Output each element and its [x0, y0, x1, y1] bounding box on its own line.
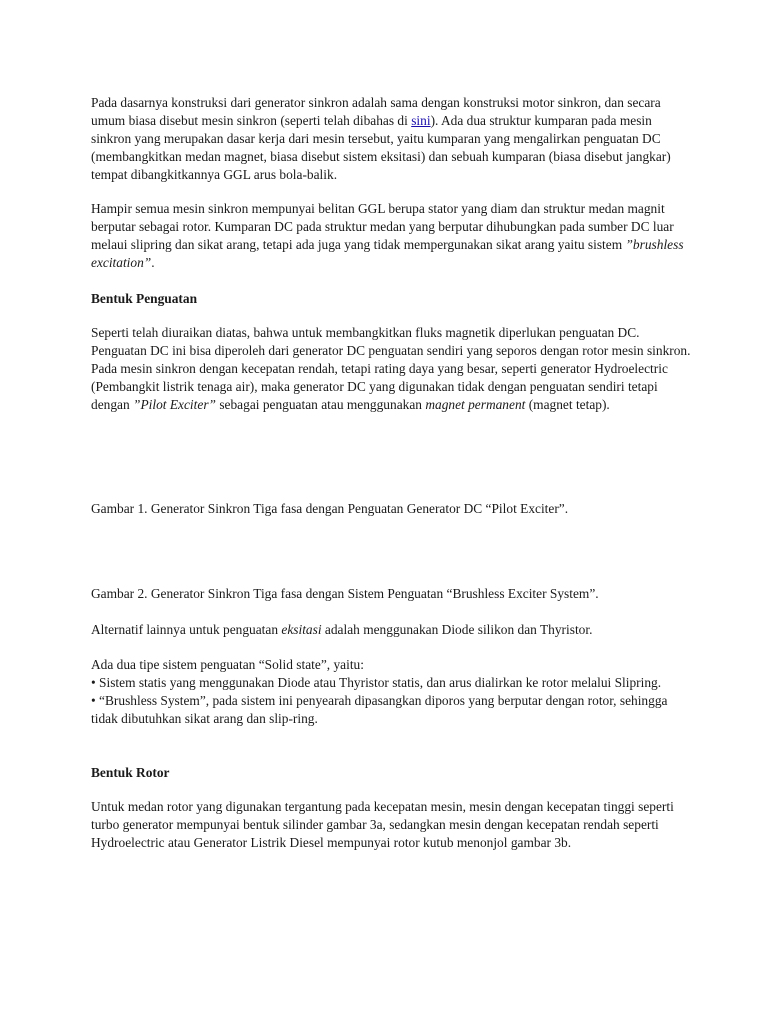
heading-bentuk-rotor: Bentuk Rotor — [91, 765, 170, 780]
paragraph-rotor-stator — [91, 200, 691, 272]
figure-caption-1: Gambar 1. Generator Sinkron Tiga fasa dengan Penguatan Generator DC “Pilot Exciter”. — [91, 501, 569, 516]
figure-caption-2: Gambar 2. Generator Sinkron Tiga fasa dengan Sistem Penguatan “Brushless Exciter System”. — [91, 586, 599, 601]
list-item: • “Brushless System”, pada sistem ini penyearah dipasangkan diporos yang berputar dengan rotor, sehingga tidak dibutuhkan sikat arang dan slip-ring. — [91, 693, 668, 726]
paragraph-text: . — [151, 255, 155, 270]
emphasis-text: ”brushless excitation” — [91, 237, 684, 270]
emphasis-text: ”Pilot Exciter” — [133, 397, 216, 412]
paragraph-text: adalah menggunakan Diode silikon dan Thyristor. — [321, 622, 593, 637]
paragraph-text: ). Ada dua struktur kumparan pada mesin sinkron yang merupakan dasar kerja dari mesin tersebut, yaitu kumparan yang mengalirkan penguatan DC (membangkitkan medan magnet, biasa disebut sistem eksitasi) dan sebuah kumparan (biasa disebut jangkar) tempat dibangkitkannya GGL arus bola-balik. — [91, 113, 671, 182]
paragraph-text: Pada dasarnya konstruksi dari generator sinkron adalah sama dengan konstruksi motor sinkron, dan secara umum biasa disebut mesin sinkron (seperti telah dibahas di — [91, 95, 661, 128]
paragraph-intro — [91, 94, 691, 184]
list-item: • Sistem statis yang menggunakan Diode atau Thyristor statis, dan arus dialirkan ke rotor melalui Slipring. — [91, 675, 662, 690]
paragraph-text: Seperti telah diuraikan diatas, bahwa untuk membangkitkan fluks magnetik diperlukan penguatan DC. Penguatan DC ini bisa diperoleh dari generator DC penguatan sendiri yang seporos dengan rotor mesin sinkron. Pada mesin sinkron dengan kecepatan rendah, tetapi rating daya yang besar, seperti generator Hydroelectric (Pembangkit listrik tenaga air), maka generator DC yang digunakan tidak dengan penguatan sendiri tetapi dengan — [91, 325, 691, 412]
solid-state-list — [91, 656, 691, 728]
paragraph-text: sebagai penguatan atau menggunakan — [215, 397, 426, 412]
paragraph-text: (magnet tetap). — [525, 397, 610, 412]
emphasis-text: eksitasi — [281, 622, 322, 637]
paragraph-text: Hampir semua mesin sinkron mempunyai belitan GGL berupa stator yang diam dan struktur medan magnit berputar sebagai rotor. Kumparan DC pada struktur medan yang berputar dihubungkan pada sumber DC luar melaui slipring dan sikat arang, tetapi ada juga yang tidak mempergunakan sikat arang yaitu sistem — [91, 201, 674, 252]
paragraph-alternatif — [91, 621, 691, 639]
heading-bentuk-penguatan: Bentuk Penguatan — [91, 291, 198, 306]
paragraph-text: Alternatif lainnya untuk penguatan — [91, 622, 282, 637]
paragraph-rotor: Untuk medan rotor yang digunakan tergantung pada kecepatan mesin, mesin dengan kecepatan tinggi seperti turbo generator mempunyai bentuk silinder gambar 3a, sedangkan mesin dengan kecepatan rendah seperti Hydroelectric atau Generator Listrik Diesel mempunyai rotor kutub menonjol gambar 3b. — [91, 799, 674, 850]
list-intro: Ada dua tipe sistem penguatan “Solid state”, yaitu: — [91, 657, 364, 672]
emphasis-text: magnet permanent — [425, 397, 526, 412]
paragraph-penguatan — [91, 324, 691, 414]
link-sini[interactable]: sini — [411, 113, 431, 128]
